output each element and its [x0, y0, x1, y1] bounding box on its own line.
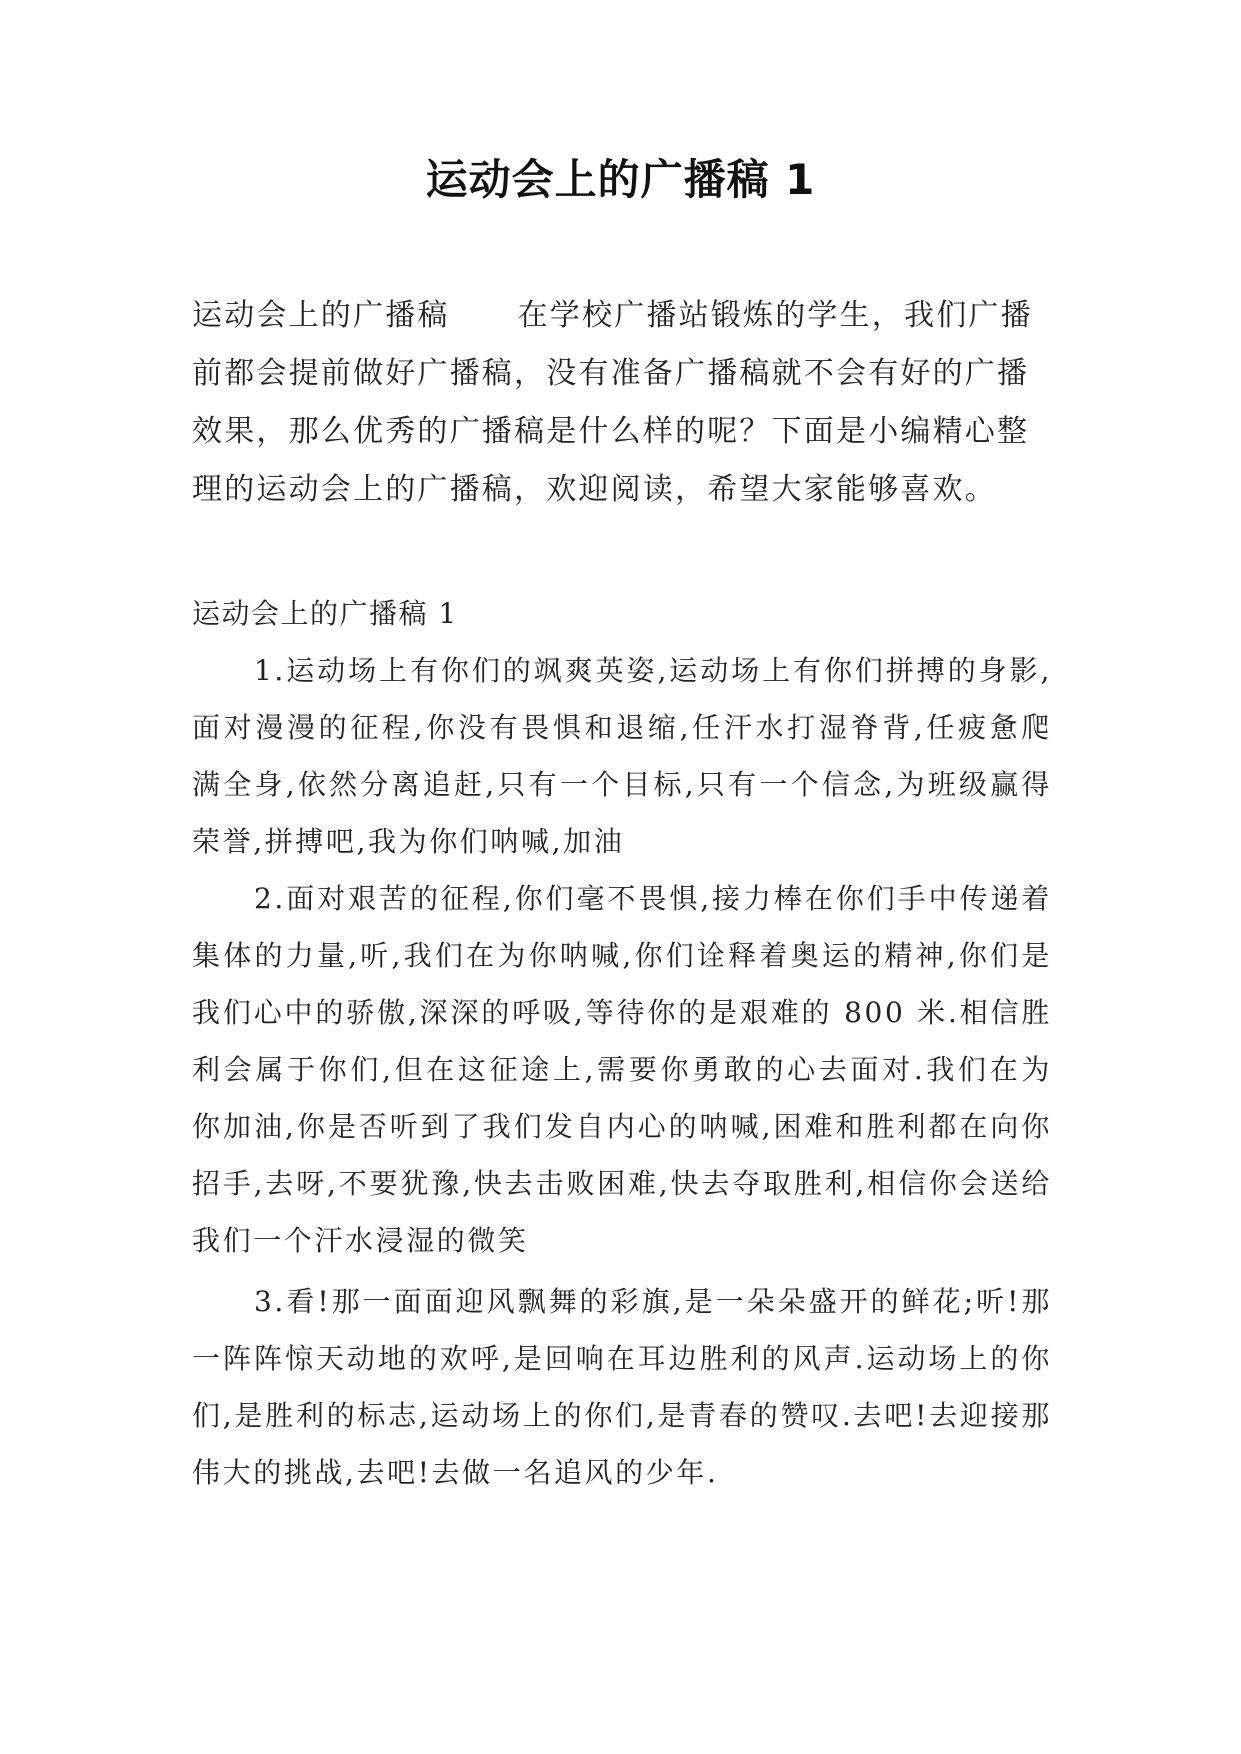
intro-body: 在学校广播站锻炼的学生，我们广播前都会提前做好广播稿，没有准备广播稿就不会有好的广播效果，那么优秀的广播稿是什么样的呢？下面是小编精心整理的运动会上的广播稿，欢迎阅读，希望大家能够喜欢。: [192, 298, 1033, 507]
paragraph-3: 3.看!那一面面迎风飘舞的彩旗,是一朵朵盛开的鲜花;听!那一阵阵惊天动地的欢呼,是回响在耳边胜利的风声.运动场上的你们,是胜利的标志,运动场上的你们,是青春的赞叹.去吧!去迎接那伟大的挑战,去吧!去做一名追风的少年.: [192, 1285, 1052, 1489]
section-heading: 运动会上的广播稿 1: [192, 597, 458, 630]
paragraph-2: 2.面对艰苦的征程,你们毫不畏惧,接力棒在你们手中传递着集体的力量,听,我们在为你呐喊,你们诠释着奥运的精神,你们是我们心中的骄傲,深深的呼吸,等待你的是艰难的 800 米.相信胜利会属于你们,但在这征途上,需要你勇敢的心去面对.我们在为你加油,你是否听到了我们发自内心的呐喊,困难和胜利都在向你招手,去呀,不要犹豫,快去击败困难,快去夺取胜利,相信你会送给我们一个汗水浸湿的微笑: [192, 882, 1052, 1257]
paragraph-1: 1.运动场上有你们的飒爽英姿,运动场上有你们拼搏的身影,面对漫漫的征程,你没有畏惧和退缩,任汗水打湿脊背,任疲惫爬满全身,依然分离追赶,只有一个目标,只有一个信念,为班级赢得荣誉,拼搏吧,我为你们呐喊,加油: [192, 654, 1052, 858]
intro-lead: 运动会上的广播稿: [192, 298, 450, 333]
document-body: [192, 287, 1052, 1501]
document-title: 运动会上的广播稿 1: [425, 155, 816, 204]
intro-paragraph: [192, 287, 1052, 519]
